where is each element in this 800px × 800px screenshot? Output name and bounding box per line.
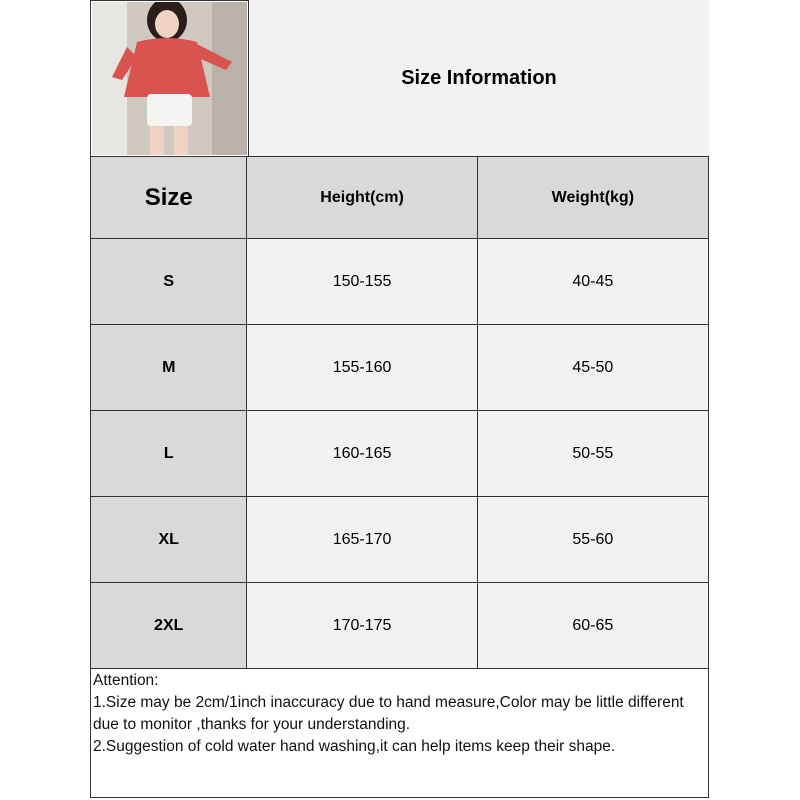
height-cell: 160-165 <box>247 411 477 497</box>
height-cell: 150-155 <box>247 239 477 325</box>
table-row <box>91 583 709 669</box>
size-cell: XL <box>91 497 247 583</box>
size-cell: M <box>91 325 247 411</box>
weight-cell: 40-45 <box>477 239 708 325</box>
notes-line-2: 2.Suggestion of cold water hand washing,it can help items keep their shape. <box>93 738 616 755</box>
weight-cell: 60-65 <box>477 583 708 669</box>
header-weight: Weight(kg) <box>477 157 708 239</box>
size-cell: L <box>91 411 247 497</box>
notes-line-1: 1.Size may be 2cm/1inch inaccuracy due to hand measure,Color may be little different due to monitor ,thanks for your understanding. <box>93 694 684 733</box>
model-illustration <box>92 2 247 155</box>
size-table <box>90 156 709 669</box>
header-size: Size <box>91 157 247 239</box>
attention-notes <box>93 670 705 758</box>
height-cell: 165-170 <box>247 497 477 583</box>
table-row <box>91 239 709 325</box>
table-header-row <box>91 157 709 239</box>
table-row <box>91 497 709 583</box>
header-height: Height(cm) <box>247 157 477 239</box>
size-cell: 2XL <box>91 583 247 669</box>
weight-cell: 50-55 <box>477 411 708 497</box>
height-cell: 155-160 <box>247 325 477 411</box>
table-row <box>91 411 709 497</box>
page-title: Size Information <box>401 66 557 89</box>
height-cell: 170-175 <box>247 583 477 669</box>
notes-heading: Attention: <box>93 672 159 689</box>
weight-cell: 45-50 <box>477 325 708 411</box>
table-row <box>91 325 709 411</box>
product-photo <box>92 2 247 155</box>
weight-cell: 55-60 <box>477 497 708 583</box>
title-cell <box>248 0 709 156</box>
size-cell: S <box>91 239 247 325</box>
